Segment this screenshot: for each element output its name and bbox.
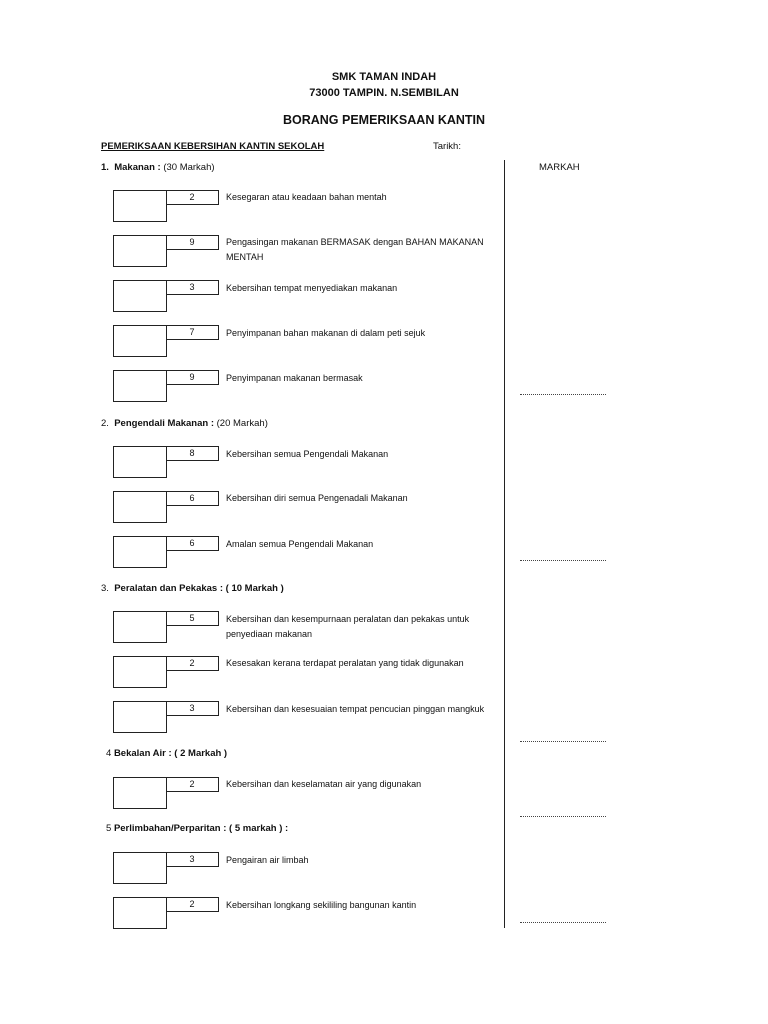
awarded-score-box[interactable] <box>113 777 167 809</box>
section-1-title: 1. Makanan : (30 Markah) <box>101 162 215 173</box>
score-box-group[interactable] <box>113 701 219 733</box>
max-score: 3 <box>166 701 219 716</box>
awarded-score-box[interactable] <box>113 235 167 267</box>
item-description: Kesesakan kerana terdapat peralatan yang tidak digunakan <box>226 658 464 668</box>
item-description: Kebersihan tempat menyediakan makanan <box>226 283 398 293</box>
max-score: 6 <box>166 491 219 506</box>
section-4-marks-line[interactable] <box>520 816 606 817</box>
item-description: Kebersihan longkang sekililing bangunan kantin <box>226 900 417 910</box>
max-score: 3 <box>166 280 219 295</box>
item-description: Penyimpanan bahan makanan di dalam peti sejuk <box>226 328 426 338</box>
score-box-group[interactable] <box>113 190 219 222</box>
section-2-marks-line[interactable] <box>520 560 606 561</box>
item-description: Kebersihan dan kesempurnaan peralatan dan pekakas untuk penyediaan makanan <box>226 614 470 639</box>
section-5-title: 5 Perlimbahan/Perparitan : ( 5 markah ) : <box>106 823 289 834</box>
item-description: Pengairan air limbah <box>226 855 309 865</box>
section-3-marks-line[interactable] <box>520 741 606 742</box>
school-address: 73000 TAMPIN. N.SEMBILAN <box>309 87 459 99</box>
awarded-score-box[interactable] <box>113 491 167 523</box>
max-score: 2 <box>166 190 219 205</box>
score-box-group[interactable] <box>113 536 219 568</box>
school-name: SMK TAMAN INDAH <box>331 71 437 83</box>
section-2-title: 2. Pengendali Makanan : (20 Markah) <box>101 418 268 429</box>
section-5-marks-line[interactable] <box>520 922 606 923</box>
max-score: 9 <box>166 370 219 385</box>
item-description: Kebersihan diri semua Pengenadali Makanan <box>226 493 408 503</box>
awarded-score-box[interactable] <box>113 280 167 312</box>
max-score: 6 <box>166 536 219 551</box>
awarded-score-box[interactable] <box>113 190 167 222</box>
max-score: 3 <box>166 852 219 867</box>
awarded-score-box[interactable] <box>113 701 167 733</box>
awarded-score-box[interactable] <box>113 446 167 478</box>
score-box-group[interactable] <box>113 611 219 643</box>
max-score: 5 <box>166 611 219 626</box>
score-box-group[interactable] <box>113 777 219 809</box>
score-box-group[interactable] <box>113 370 219 402</box>
section-1-marks-line[interactable] <box>520 394 606 395</box>
awarded-score-box[interactable] <box>113 611 167 643</box>
awarded-score-box[interactable] <box>113 536 167 568</box>
section-4-title: 4 Bekalan Air : ( 2 Markah ) <box>106 748 228 759</box>
item-description: Penyimpanan makanan bermasak <box>226 373 363 383</box>
awarded-score-box[interactable] <box>113 852 167 884</box>
item-description: Kebersihan dan kesesuaian tempat pencucian pinggan mangkuk <box>226 704 485 714</box>
max-score: 2 <box>166 656 219 671</box>
date-label: Tarikh: <box>433 141 461 152</box>
awarded-score-box[interactable] <box>113 897 167 929</box>
score-box-group[interactable] <box>113 656 219 688</box>
section-3-title: 3. Peralatan dan Pekakas : ( 10 Markah ) <box>101 583 284 594</box>
form-subtitle: PEMERIKSAAN KEBERSIHAN KANTIN SEKOLAH <box>101 141 325 152</box>
score-box-group[interactable] <box>113 491 219 523</box>
max-score: 2 <box>166 897 219 912</box>
awarded-score-box[interactable] <box>113 656 167 688</box>
score-box-group[interactable] <box>113 446 219 478</box>
max-score: 7 <box>166 325 219 340</box>
form-title: BORANG PEMERIKSAAN KANTIN <box>282 113 486 127</box>
awarded-score-box[interactable] <box>113 370 167 402</box>
column-divider <box>504 160 505 928</box>
score-box-group[interactable] <box>113 897 219 929</box>
score-box-group[interactable] <box>113 852 219 884</box>
awarded-score-box[interactable] <box>113 325 167 357</box>
item-description: Kesegaran atau keadaan bahan mentah <box>226 192 387 202</box>
item-description: Kebersihan semua Pengendali Makanan <box>226 449 389 459</box>
score-box-group[interactable] <box>113 280 219 312</box>
item-description: Amalan semua Pengendali Makanan <box>226 539 374 549</box>
max-score: 2 <box>166 777 219 792</box>
item-description: Kebersihan dan keselamatan air yang digunakan <box>226 779 422 789</box>
marks-column-header: MARKAH <box>539 162 580 173</box>
score-box-group[interactable] <box>113 235 219 267</box>
item-description: Pengasingan makanan BERMASAK dengan BAHAN MAKANAN MENTAH <box>226 237 484 262</box>
score-box-group[interactable] <box>113 325 219 357</box>
max-score: 8 <box>166 446 219 461</box>
max-score: 9 <box>166 235 219 250</box>
